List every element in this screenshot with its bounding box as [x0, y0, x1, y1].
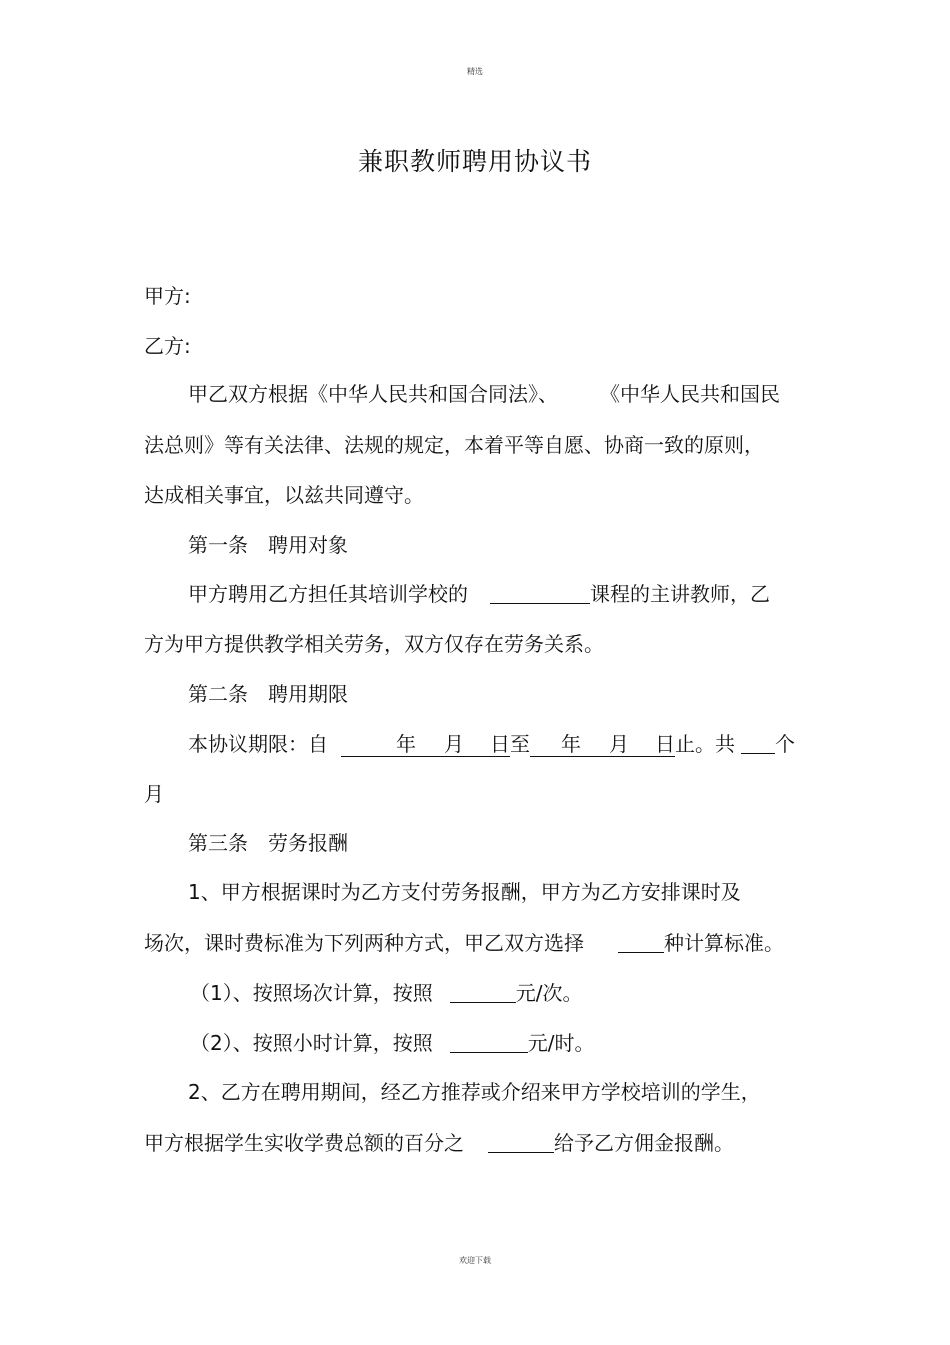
end-date-blank[interactable]: 年 月 日	[530, 732, 675, 757]
option-2-line	[190, 1031, 594, 1055]
preamble-text: 甲乙双方根据《中华人民共和国合同法》、	[188, 382, 558, 406]
per-hour-fee-blank[interactable]	[450, 1032, 528, 1053]
article-text: 场次，课时费标准为下列两种方式，甲乙双方选择	[144, 931, 584, 955]
article-text: 种计算标准。	[664, 931, 784, 955]
party-b-label: 乙方:	[144, 334, 191, 358]
term-unit: 个	[775, 732, 795, 756]
term-months-blank[interactable]	[741, 733, 775, 754]
preamble-line-2: 法总则》等有关法律、法规的规定，本着平等自愿、协商一致的原则，	[144, 433, 764, 457]
term-end: 止。共	[675, 732, 735, 756]
course-name-blank[interactable]	[490, 583, 590, 604]
per-session-fee-blank[interactable]	[450, 982, 516, 1003]
article-text: 给予乙方佣金报酬。	[554, 1131, 734, 1155]
article-text: 课程的主讲教师，乙	[590, 582, 770, 606]
article-3-p2-line-2	[144, 1131, 734, 1155]
article-3-heading: 第三条 劳务报酬	[188, 831, 348, 855]
preamble-line-3: 达成相关事宜，以兹共同遵守。	[144, 483, 424, 507]
article-1-line-2: 方为甲方提供教学相关劳务，双方仅存在劳务关系。	[144, 632, 604, 656]
article-3-p2-line-1: 2、乙方在聘用期间，经乙方推荐或介绍来甲方学校培训的学生，	[188, 1080, 761, 1104]
article-1-line-1	[188, 582, 770, 606]
page-header: 精选	[467, 67, 483, 76]
standard-choice-blank[interactable]	[618, 932, 664, 953]
document-title: 兼职教师聘用协议书	[357, 147, 592, 176]
option-text: （2）、按照小时计算，按照	[190, 1031, 433, 1055]
option-unit: 元/次。	[515, 981, 583, 1005]
article-3-p1-line-2	[144, 931, 784, 955]
preamble-line-1	[188, 382, 780, 406]
article-2-term-line	[188, 732, 795, 756]
article-2-term-line-end: 月	[144, 782, 164, 806]
commission-percent-blank[interactable]	[488, 1132, 554, 1153]
article-1-heading: 第一条 聘用对象	[188, 533, 348, 557]
start-date-blank[interactable]: 年 月 日	[341, 732, 510, 757]
option-unit: 元/时。	[527, 1031, 595, 1055]
article-text: 甲方聘用乙方担任其培训学校的	[188, 582, 468, 606]
option-1-line	[190, 981, 582, 1005]
page-footer: 欢迎下载	[459, 1256, 491, 1265]
term-to: 至	[510, 732, 530, 756]
party-a-label: 甲方:	[144, 284, 191, 308]
preamble-text: 《中华人民共和国民	[600, 382, 780, 406]
article-text: 甲方根据学生实收学费总额的百分之	[144, 1131, 464, 1155]
article-3-p1-line-1: 1、甲方根据课时为乙方支付劳务报酬，甲方为乙方安排课时及	[188, 880, 741, 904]
term-prefix: 本协议期限：自	[188, 732, 328, 756]
article-2-heading: 第二条 聘用期限	[188, 682, 348, 706]
option-text: （1）、按照场次计算，按照	[190, 981, 433, 1005]
